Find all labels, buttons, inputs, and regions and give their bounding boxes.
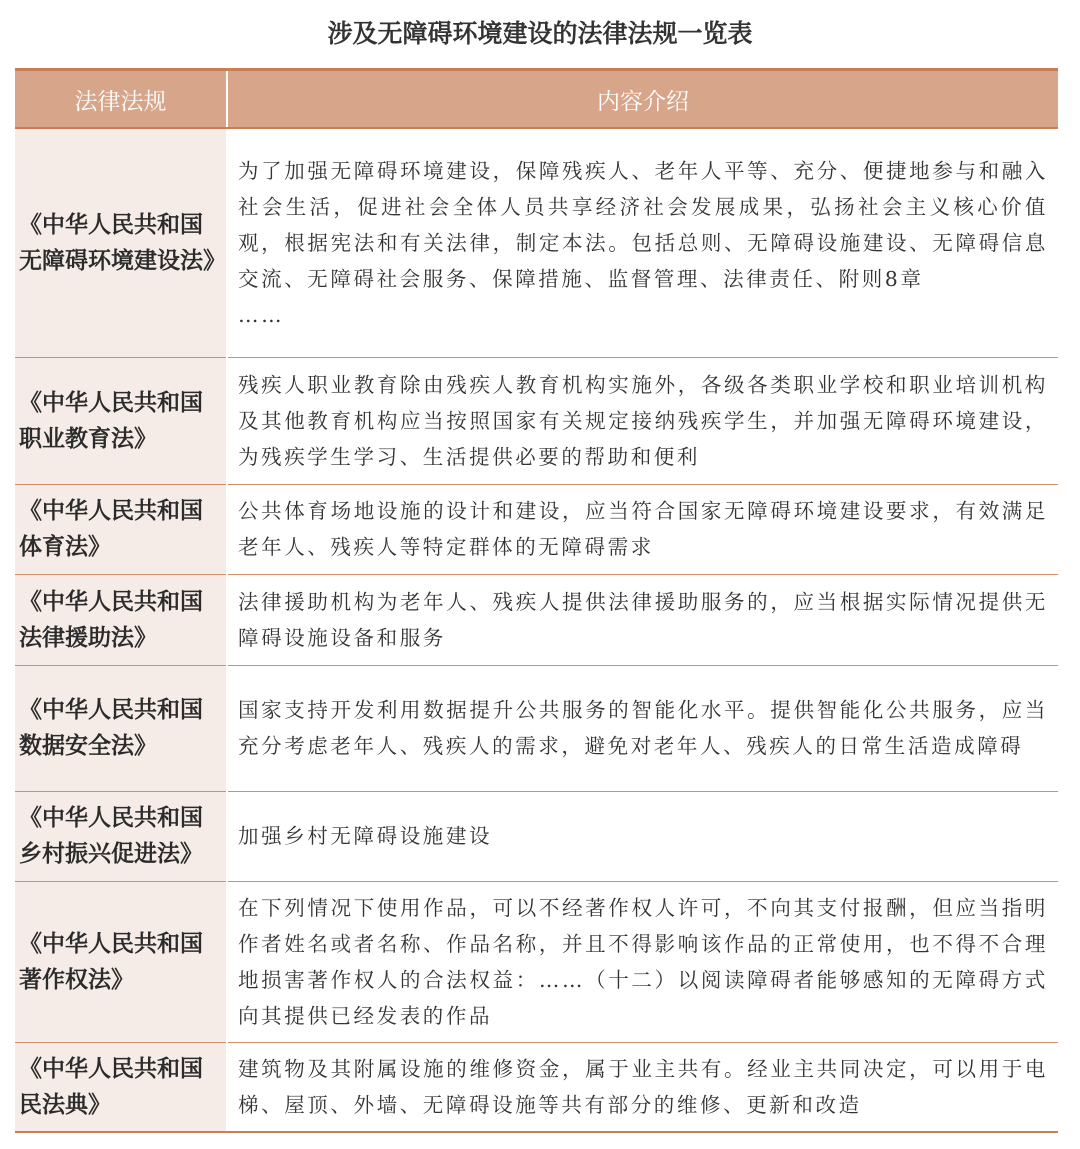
law-table bbox=[15, 68, 1058, 1133]
table-header-row bbox=[15, 70, 1058, 129]
law-content: 残疾人职业教育除由残疾人教育机构实施外，各级各类职业学校和职业培训机构及其他教育机构应当按照国家有关规定接纳残疾学生，并加强无障碍环境建设，为残疾学生学习、生活提供必要的帮助和便利 bbox=[227, 357, 1058, 484]
law-name: 《中华人民共和国民法典》 bbox=[15, 1042, 227, 1132]
table-row bbox=[15, 665, 1058, 791]
table-row bbox=[15, 128, 1058, 357]
page-title: 涉及无障碍环境建设的法律法规一览表 bbox=[327, 19, 753, 48]
law-content-ellipsis: …… bbox=[238, 302, 285, 327]
law-content-text: 为了加强无障碍环境建设，保障残疾人、老年人平等、充分、便捷地参与和融入社会生活，促进社会全体人员共享经济社会发展成果，弘扬社会主义核心价值观，根据宪法和有关法律，制定本法。包括总则、无障碍设施建设、无障碍信息交流、无障碍社会服务、保障措施、监督管理、法律责任、附则8章 bbox=[238, 158, 1048, 291]
header-law: 法律法规 bbox=[15, 70, 227, 129]
table-row bbox=[15, 881, 1058, 1042]
table-row bbox=[15, 484, 1058, 574]
law-content: 在下列情况下使用作品，可以不经著作权人许可，不向其支付报酬，但应当指明作者姓名或者名称、作品名称，并且不得影响该作品的正常使用，也不得不合理地损害著作权人的合法权益：……（十二）以阅读障碍者能够感知的无障碍方式向其提供已经发表的作品 bbox=[227, 881, 1058, 1042]
law-content: 加强乡村无障碍设施建设 bbox=[227, 791, 1058, 881]
law-content: 国家支持开发利用数据提升公共服务的智能化水平。提供智能化公共服务，应当充分考虑老年人、残疾人的需求，避免对老年人、残疾人的日常生活造成障碍 bbox=[227, 665, 1058, 791]
law-name: 《中华人民共和国体育法》 bbox=[15, 484, 227, 574]
header-content: 内容介绍 bbox=[227, 70, 1058, 129]
law-content: 法律援助机构为老年人、残疾人提供法律援助服务的，应当根据实际情况提供无障碍设施设备和服务 bbox=[227, 574, 1058, 665]
law-name: 《中华人民共和国著作权法》 bbox=[15, 881, 227, 1042]
table-row bbox=[15, 574, 1058, 665]
law-name: 《中华人民共和国法律援助法》 bbox=[15, 574, 227, 665]
table-row bbox=[15, 1042, 1058, 1132]
law-name: 《中华人民共和国无障碍环境建设法》 bbox=[15, 128, 227, 357]
law-name: 《中华人民共和国数据安全法》 bbox=[15, 665, 227, 791]
table-row bbox=[15, 791, 1058, 881]
law-content: 公共体育场地设施的设计和建设，应当符合国家无障碍环境建设要求，有效满足老年人、残疾人等特定群体的无障碍需求 bbox=[227, 484, 1058, 574]
law-name: 《中华人民共和国乡村振兴促进法》 bbox=[15, 791, 227, 881]
table-row bbox=[15, 357, 1058, 484]
law-name: 《中华人民共和国职业教育法》 bbox=[15, 357, 227, 484]
law-content bbox=[227, 128, 1058, 357]
law-content: 建筑物及其附属设施的维修资金，属于业主共有。经业主共同决定，可以用于电梯、屋顶、外墙、无障碍设施等共有部分的维修、更新和改造 bbox=[227, 1042, 1058, 1132]
